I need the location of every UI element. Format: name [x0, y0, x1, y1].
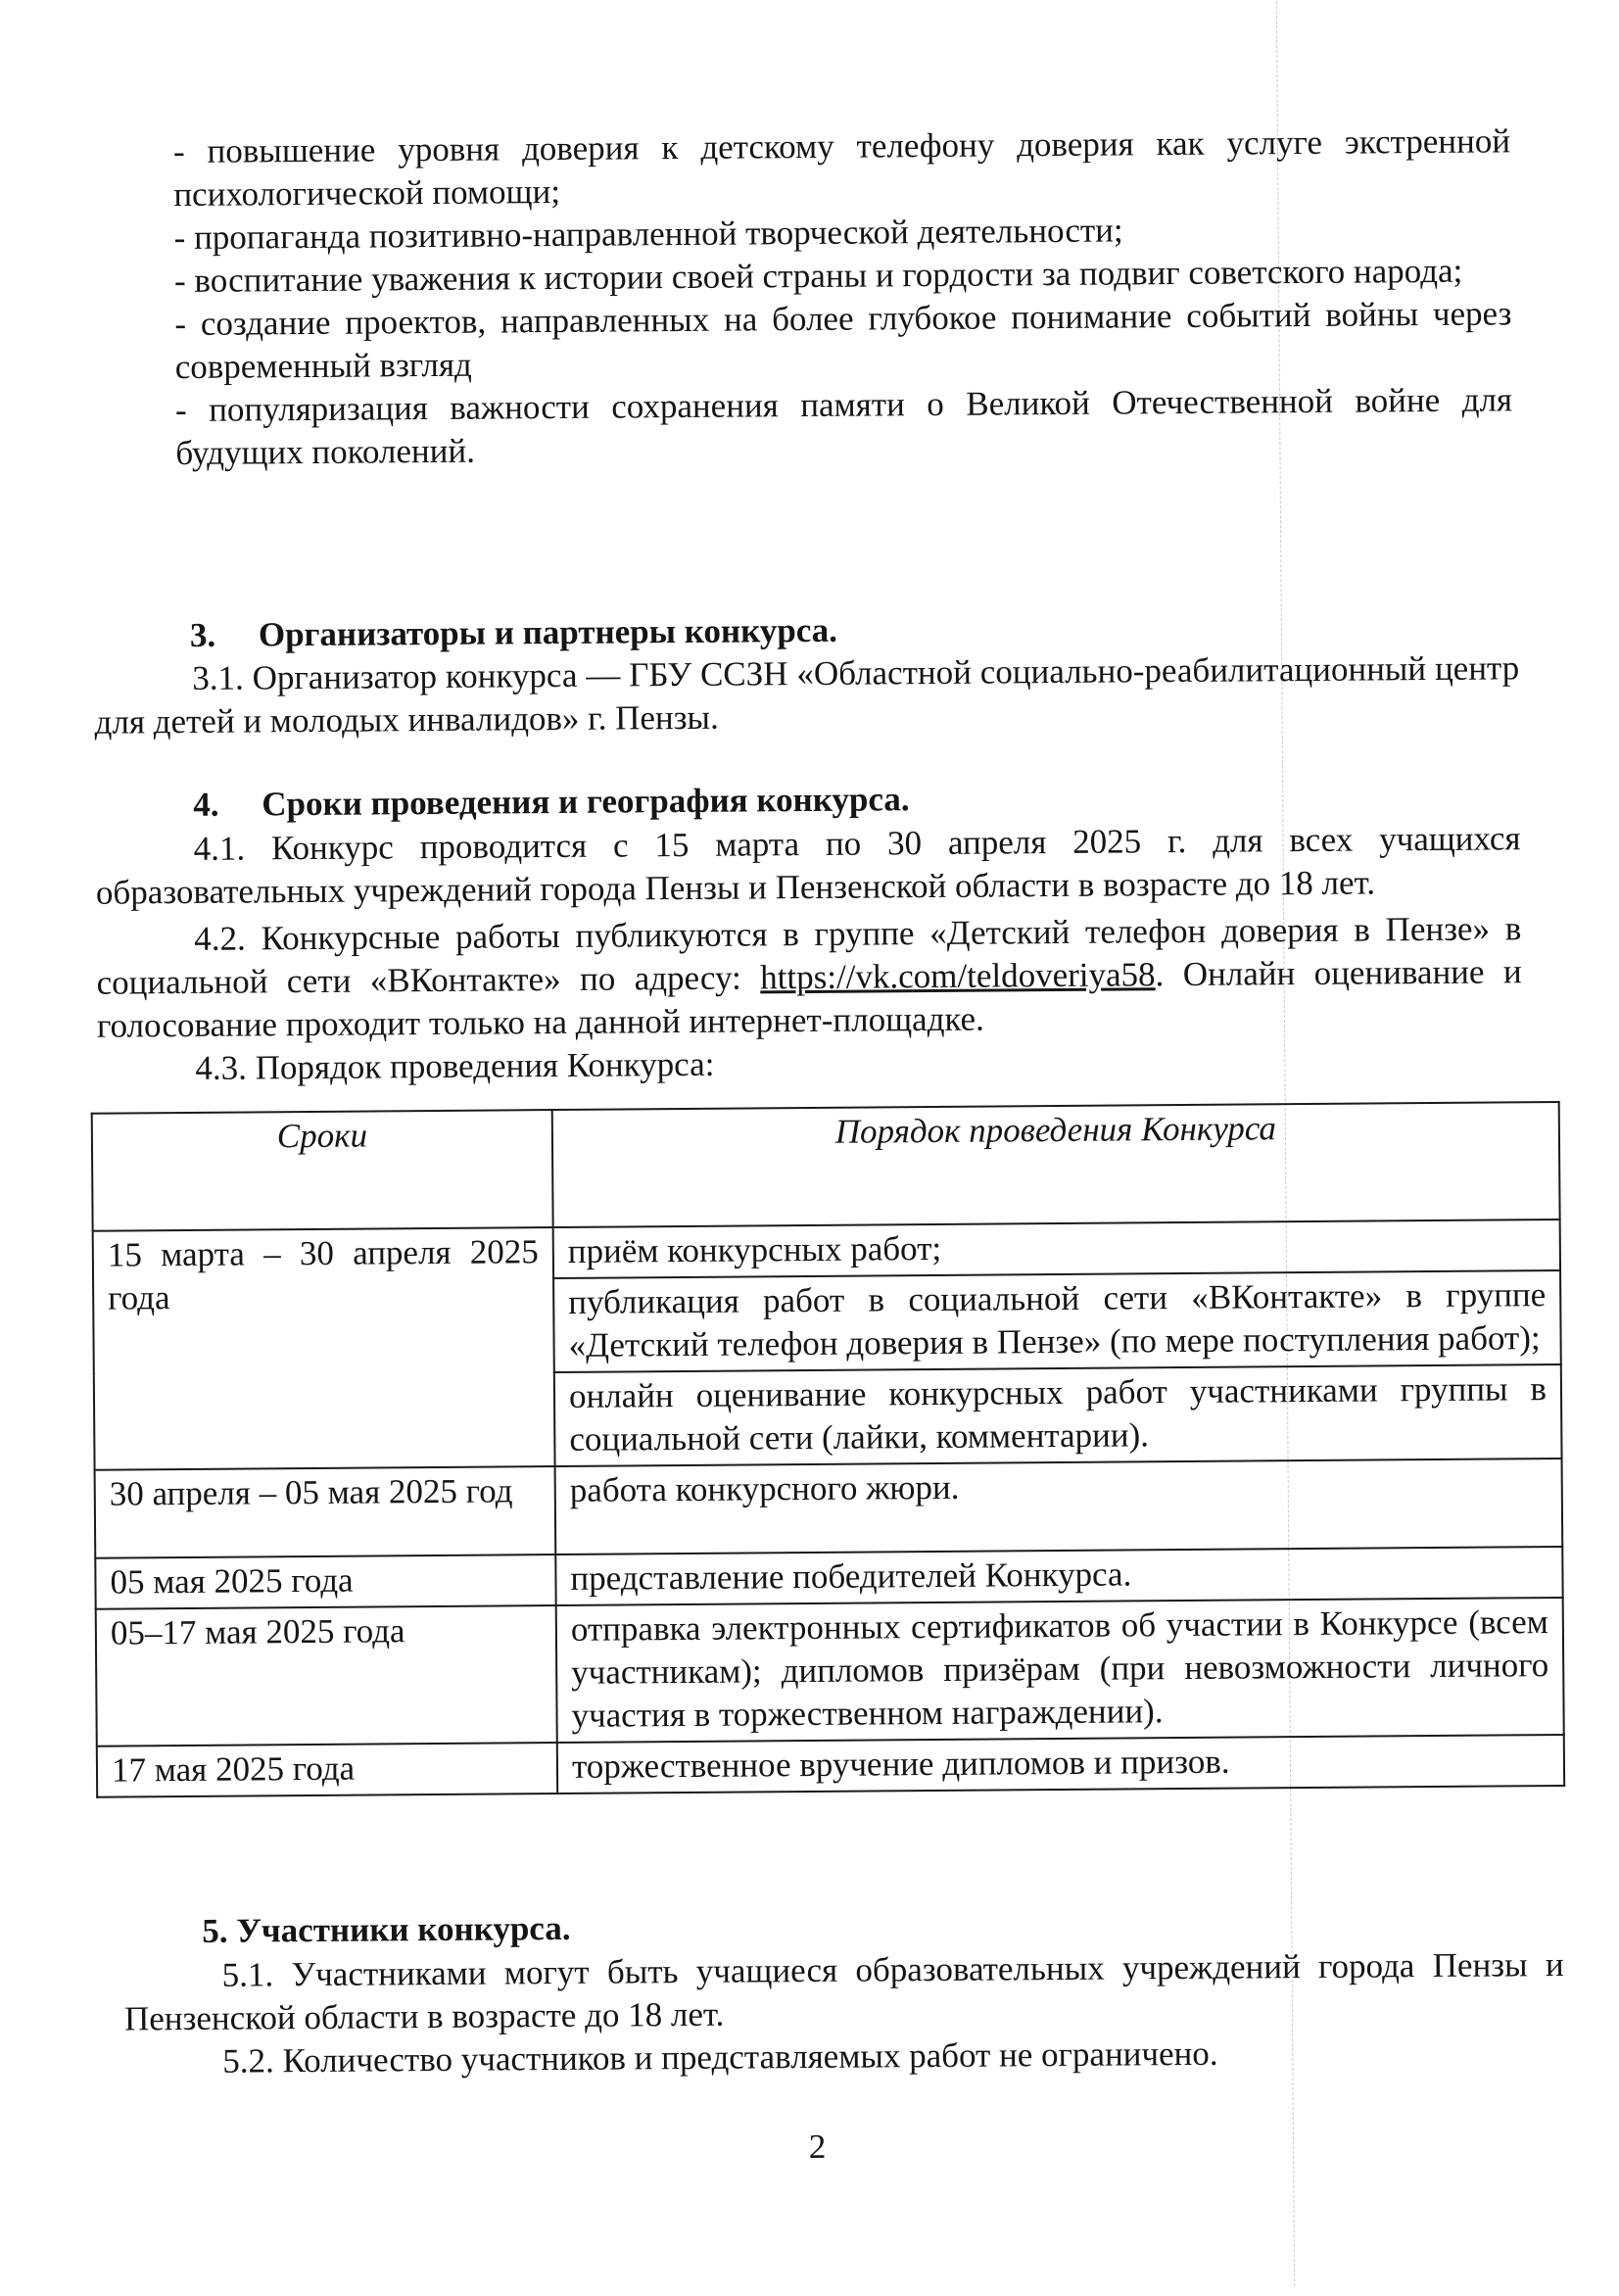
schedule-procedure-cell: публикация работ в социальной сети «ВКонтакте» в группе «Детский телефон доверия в Пензе» (по мере поступления работ); [553, 1270, 1561, 1372]
schedule-procedure-cell: онлайн оценивание конкурсных работ участниками группы в социальной сети (лайки, комментарии). [554, 1364, 1562, 1466]
section-3-title: Организаторы и партнеры конкурса. [258, 610, 838, 654]
schedule-procedure-cell: торжественное вручение дипломов и призов. [557, 1735, 1564, 1794]
goals-list [173, 120, 1513, 475]
section-4-number: 4. [193, 785, 219, 824]
section-5-heading: 5. Участники конкурса. [202, 1908, 571, 1950]
section-3-body [94, 646, 1520, 743]
section-4-paragraph-2-text: 4.2. Конкурсные работы публикуются в группе «Детский телефон доверия в Пензе» в социальной сети «ВКонтакте» по адресу: [96, 909, 1522, 1002]
section-3-paragraph-1: 3.1. Организатор конкурса — ГБУ ССЗН «Областной социально-реабилитационный центр для детей и молодых инвалидов» г. Пензы. [94, 648, 1520, 741]
table-row [95, 1459, 1563, 1558]
section-3-number: 3. [189, 615, 216, 654]
schedule-procedure-cell: работа конкурсного жюри. [555, 1459, 1563, 1555]
goal-item: - популяризация важности сохранения памяти о Великой Отечественной войне для будущих поколений. [174, 380, 1513, 473]
goal-item: - повышение уровня доверия к детскому телефону доверия как услуге экстренной психологической помощи; [172, 121, 1511, 215]
schedule-date-cell: 17 мая 2025 года [97, 1743, 557, 1797]
schedule-date-cell: 05 мая 2025 года [95, 1555, 555, 1609]
section-5-paragraph-1: 5.1. Участниками могут быть учащиеся образовательных учреждений города Пензы и Пензенской области в возрасте до 18 лет. [123, 1944, 1564, 2038]
section-4-paragraph-2-tail: . Онлайн оценивание и голосование проходит только на данной интернет-площадке. [96, 952, 1522, 1045]
schedule-header-row [92, 1102, 1560, 1231]
table-row [97, 1735, 1564, 1797]
goal-item: - пропаганда позитивно-направленной творческой деятельности; [173, 211, 1123, 258]
schedule-table [91, 1101, 1565, 1798]
schedule-date-cell: 15 марта – 30 апреля 2025 года [93, 1227, 555, 1470]
schedule-header-dates: Сроки [92, 1110, 553, 1231]
schedule-date-cell: 05–17 мая 2025 года [96, 1605, 557, 1746]
schedule-procedure-cell: представление победителей Конкурса. [555, 1547, 1562, 1605]
vk-group-link[interactable]: https://vk.com/teldoveriya58 [760, 955, 1156, 997]
section-4-paragraph-1: 4.1. Конкурс проводится с 15 марта по 30 апреля 2025 г. для всех учащихся образовательных учреждений города Пензы и Пензенской области в возрасте до 18 лет. [95, 819, 1521, 912]
schedule-date-cell: 30 апреля – 05 мая 2025 год [95, 1466, 556, 1558]
schedule-procedure-cell: отправка электронных сертификатов об участии в Конкурсе (всем участникам); дипломов призёрам (при невозможности личного участия в торжественном награждении). [556, 1598, 1564, 1743]
schedule-header-procedure: Порядок проведения Конкурса [552, 1102, 1560, 1227]
section-4-paragraph-3: 4.3. Порядок проведения Конкурса: [195, 1044, 715, 1087]
schedule-procedure-cell: приём конкурсных работ; [553, 1220, 1560, 1278]
table-row [96, 1598, 1564, 1746]
section-4-body [95, 817, 1522, 1090]
section-5-body [123, 1943, 1564, 2084]
section-5-paragraph-2: 5.2. Количество участников и представляемых работ не ограничено. [222, 2033, 1218, 2081]
section-4-paragraph-2 [96, 907, 1522, 1047]
section-4-title: Сроки проведения и география конкурса. [262, 780, 910, 824]
goal-item: - воспитание уважения к истории своей страны и гордости за подвиг советского народа; [173, 251, 1463, 301]
goal-item: - создание проектов, направленных на более глубокое понимание событий войны через современный взгляд [174, 294, 1512, 387]
page-number: 2 [808, 2127, 827, 2167]
